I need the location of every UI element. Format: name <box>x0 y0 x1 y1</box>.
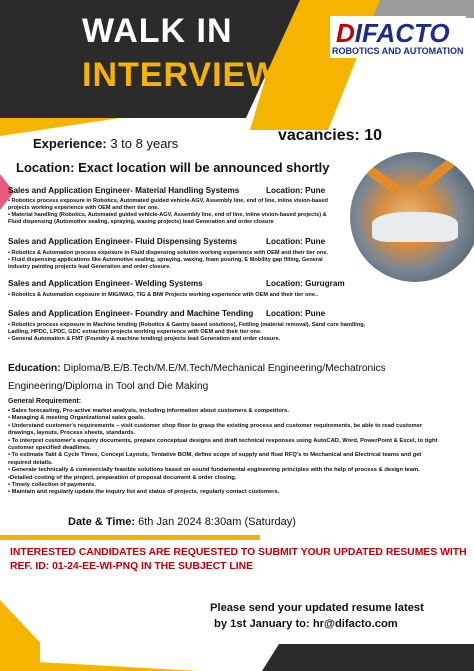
logo-letter-d: D <box>336 18 355 48</box>
job-location-2: Location: Pune <box>266 237 326 246</box>
robot-arm-left <box>363 163 402 194</box>
education-label: Education: <box>8 363 61 374</box>
footer-yellow-strip <box>0 660 200 671</box>
job-title-fluid-dispensing: Sales and Application Engineer- Fluid Dispensing Systems <box>8 237 237 246</box>
job-location-4: Location: Pune <box>266 309 326 318</box>
education-value: Diploma/B.E/B.Tech/M.E/M.Tech/Mechanical Engineering/Mechatronics Engineering/Diploma in Tool and Die Making <box>8 363 386 392</box>
job-bullets-3: • Robotics & Automation exposure in MIG/MAG, TIG & BIW Projects working experience with OEM and their tier one.. <box>8 292 319 298</box>
car-body <box>372 212 458 242</box>
job-title-welding: Sales and Application Engineer- Welding Systems <box>8 279 203 288</box>
robot-car-photo <box>350 152 474 282</box>
job-title-foundry: Sales and Application Engineer- Foundry and Machine Tending <box>8 309 254 318</box>
vacancies-count: vacancies: 10 <box>278 127 383 144</box>
footer-dark-shape <box>262 644 474 671</box>
location-note: Location: Exact location will be announced shortly <box>16 160 330 175</box>
general-requirement-title: General Requirement: <box>8 398 82 405</box>
logo-letters: IFACTO <box>354 18 450 48</box>
education-requirement <box>8 360 468 396</box>
date-label: Date & Time: <box>68 516 136 528</box>
application-notice: INTERESTED CANDIDATES ARE REQUESTED TO SUBMIT YOUR UPDATED RESUMES WITH REF. ID: 01-24-EE-WI-PNQ IN THE SUBJECT LINE <box>10 547 467 572</box>
send-resume-note <box>210 600 472 632</box>
job-bullets-1: • Robotics process exposure in Robotics, Automated guided vehicle-AGV, Assembly line, end of line, inline vision-based projects working experience with OEM and their tier one. • Material handling (Robotics, Automated guided vehicle-AGV, Assembly line, end of line, inline vision-based projects) & Fluid dispensing (Automotive sealing, spraying, waxing projects) lead Generation and order closure <box>8 198 328 225</box>
experience-line <box>33 136 178 151</box>
decor-yellow-bar <box>0 535 260 540</box>
send-line-2: by 1st January to: hr@difacto.com <box>214 618 398 630</box>
robot-arm-right <box>416 157 456 193</box>
job-bullets-4: • Robotics process exposure in Machine tending (Robotics & Gantry based solutions), Fettling (material removal), Sand core handling, Ladling, HPDC, LPDC, GDC extraction projects working experience with OEM and their tier one. • General Automation & FMT (Foundry & machine tending) projects lead Generation and order closure. <box>8 322 366 342</box>
headline-walk-in: WALK IN <box>82 12 233 50</box>
job-location-3: Location: Gurugram <box>266 279 345 288</box>
send-line-1: Please send your updated resume latest <box>210 602 424 614</box>
interview-date-time <box>68 516 296 528</box>
general-requirement-list: • Sales forecasting, Pro-active market analysis, including information about customers & competitors. • Managing & meeting Organizational sales goals. • Understand customer's requirements – visit customer shop floor to grasp the existing process and customer requirements, be able to read customer drawings, layouts, Process sheets, standards. • To interpret customer's enquiry documents, prepare conceptual designs and draft technical responses using AutoCAD, Word, PowerPoint & Excel, to tight customer specified deadlines. • To estimate Takt & Cycle Times, Concept Layouts, Tentative BOM, define scope of supply and float RFQ's to Mechanical and Electrical teams and get required details. • Generate technically & commercially feasible solutions based on sound fundamental engineering principles with the help of process & design team. •Detailed costing of the project, preparation of proposal document & order closing. • Timely collection of payments. • Maintain and regularly update the inquiry list and status of projects, regularly contact customers. <box>8 408 438 496</box>
date-value: 6th Jan 2024 8:30am (Saturday) <box>138 516 296 528</box>
job-title-material-handling: Sales and Application Engineer- Material Handling Systems <box>8 186 240 195</box>
logo-tagline: ROBOTICS AND AUTOMATION <box>332 46 464 56</box>
headline-interview: INTERVIEW <box>82 56 280 94</box>
experience-value: 3 to 8 years <box>110 136 179 151</box>
job-bullets-2: • Robotics & Automation process exposure in Fluid dispensing solution working experience with OEM and their tier one. • Fluid dispensing applications like Automotive sealing, spraying, waxing, foam pouring, E Mobility gap filling, General industry painting projects lead Generation and order closure. <box>8 250 329 270</box>
job-location-1: Location: Pune <box>266 186 326 195</box>
logo-wordmark <box>336 18 450 49</box>
experience-label: Experience: <box>33 136 107 151</box>
header-yellow-triangle <box>0 118 120 136</box>
